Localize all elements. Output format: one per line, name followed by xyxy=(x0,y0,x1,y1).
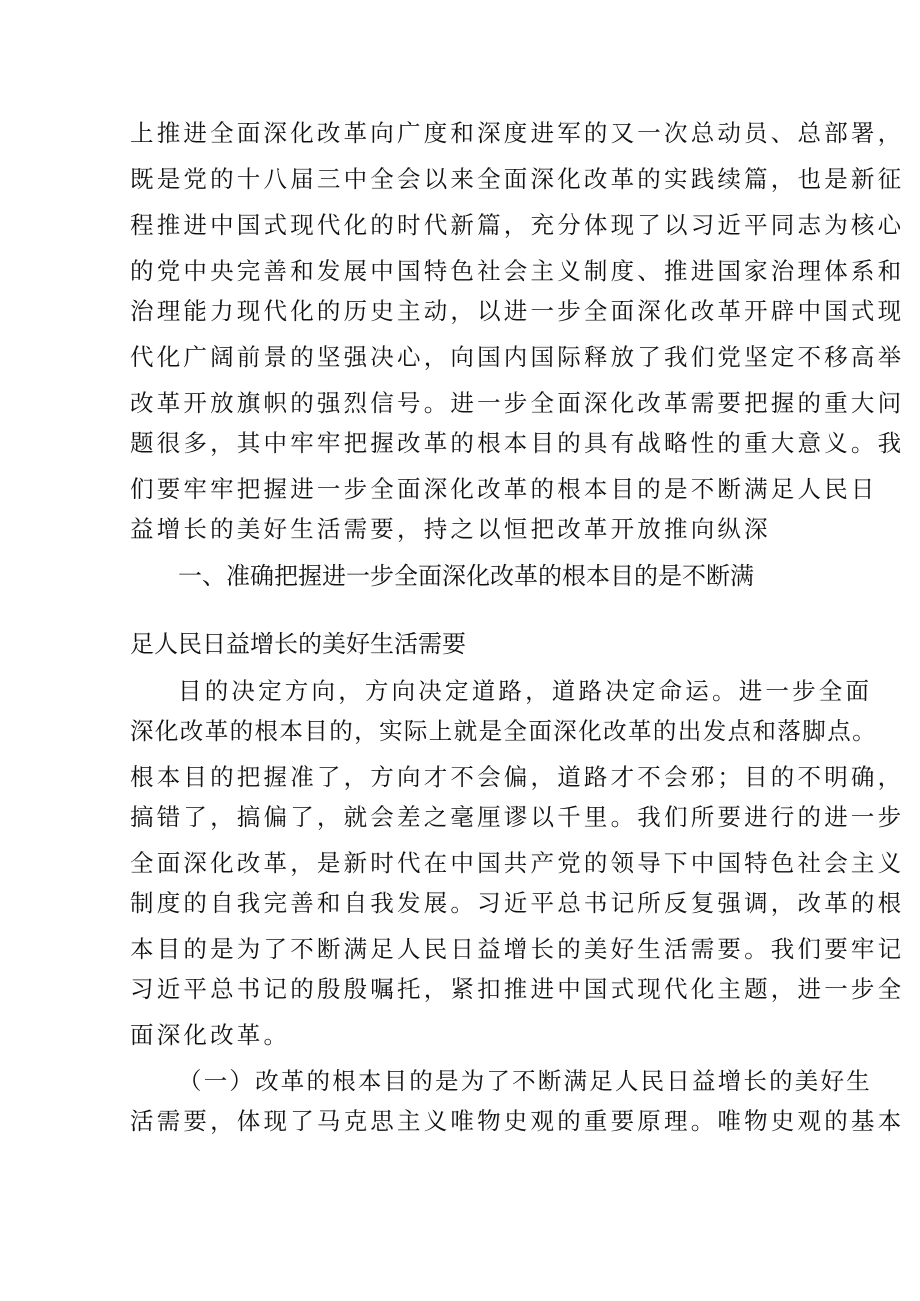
text-line: 代化广阔前景的坚强决心，向国内国际释放了我们党坚定不移高举 xyxy=(130,343,905,371)
text-line: 面深化改革。 xyxy=(130,1021,291,1049)
text-line: 根本目的把握准了，方向才不会偏，道路才不会邪；目的不明确， xyxy=(130,763,905,791)
text-line: 深化改革的根本目的，实际上就是全面深化改革的出发点和落脚点。 xyxy=(130,717,877,745)
text-line: 改革开放旗帜的强烈信号。进一步全面深化改革需要把握的重大问 xyxy=(130,389,905,417)
text-line: 益增长的美好生活需要，持之以恒把改革开放推向纵深 xyxy=(130,515,771,543)
text-line: 程推进中国式现代化的时代新篇，充分体现了以习近平同志为核心 xyxy=(130,211,905,239)
heading-line: 一、准确把握进一步全面深化改革的根本目的是不断满 xyxy=(178,562,754,590)
text-line: 目的决定方向，方向决定道路，道路决定命运。进一步全面 xyxy=(178,677,873,705)
text-line: 本目的是为了不断满足人民日益增长的美好生活需要。我们要牢记 xyxy=(130,935,905,963)
text-line: 搞错了，搞偏了，就会差之毫厘谬以千里。我们所要进行的进一步 xyxy=(130,803,905,831)
text-line: 治理能力现代化的历史主动，以进一步全面深化改革开辟中国式现 xyxy=(130,297,905,325)
heading-line: 足人民日益增长的美好生活需要 xyxy=(130,630,466,658)
text-line: 制度的自我完善和自我发展。习近平总书记所反复强调，改革的根 xyxy=(130,889,905,917)
text-line: 们要牢牢把握进一步全面深化改革的根本目的是不断满足人民日 xyxy=(130,475,878,503)
text-line: 习近平总书记的殷殷嘱托，紧扣推进中国式现代化主题，进一步全 xyxy=(130,975,905,1003)
text-line: 既是党的十八届三中全会以来全面深化改革的实践续篇，也是新征 xyxy=(130,165,905,193)
text-line: 活需要，体现了马克思主义唯物史观的重要原理。唯物史观的基本 xyxy=(130,1107,905,1135)
text-line: （一）改革的根本目的是为了不断满足人民日益增长的美好生 xyxy=(178,1067,872,1095)
text-line: 上推进全面深化改革向广度和深度进军的又一次总动员、总部署， xyxy=(130,119,905,147)
text-line: 全面深化改革，是新时代在中国共产党的领导下中国特色社会主义 xyxy=(130,849,905,877)
text-line: 题很多，其中牢牢把握改革的根本目的具有战略性的重大意义。我 xyxy=(130,429,905,457)
text-line: 的党中央完善和发展中国特色社会主义制度、推进国家治理体系和 xyxy=(130,257,905,285)
